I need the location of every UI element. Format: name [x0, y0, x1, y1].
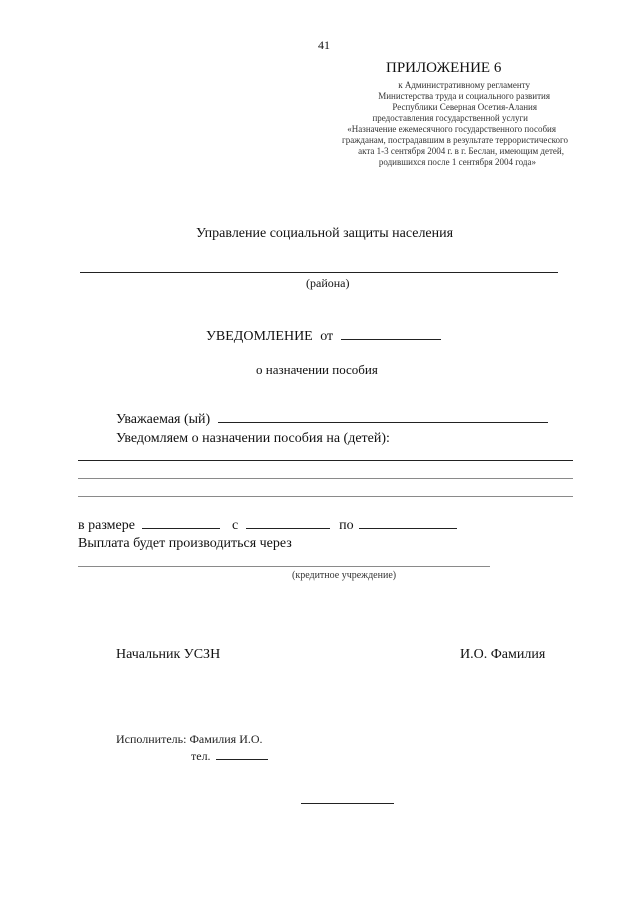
notice-title: УВЕДОМЛЕНИЕ	[206, 329, 313, 344]
appendix-line-2: Министерства труда и социального развития	[378, 91, 550, 101]
appendix-line-6: гражданам, пострадавшим в результате террористического	[342, 135, 568, 145]
recipient-name-blank	[218, 410, 548, 423]
appendix-line-7: акта 1-3 сентября 2004 г. в г. Беслан, имеющим детей,	[358, 146, 564, 156]
credit-caption: (кредитное учреждение)	[292, 570, 397, 581]
phone-row	[191, 748, 268, 764]
salutation-row	[116, 410, 548, 428]
to-date-blank	[359, 516, 457, 529]
children-line-2	[78, 478, 573, 479]
from-date-blank	[246, 516, 330, 529]
phone-label: тел.	[191, 749, 211, 763]
amount-label: в размере	[78, 518, 135, 533]
children-line-3	[78, 496, 573, 497]
appendix-line-8: родившихся после 1 сентября 2004 года»	[378, 157, 536, 167]
district-caption: (района)	[306, 276, 350, 290]
signature-position: Начальник УСЗН	[116, 647, 221, 662]
amount-blank	[142, 516, 220, 529]
signature-name: И.О. Фамилия	[460, 647, 546, 662]
children-line-1	[78, 460, 573, 461]
to-label: по	[339, 518, 354, 533]
page-number: 41	[318, 38, 330, 52]
phone-blank	[216, 748, 268, 760]
notice-date-blank	[341, 327, 441, 340]
bottom-separator	[301, 803, 394, 804]
amount-row	[78, 516, 457, 534]
org-title: Управление социальной защиты населения	[196, 226, 454, 241]
notify-text: Уведомляем о назначении пособия на (детей):	[116, 431, 390, 446]
notice-date-prefix: от	[320, 329, 334, 344]
salutation-label: Уважаемая (ый)	[116, 412, 211, 427]
appendix-line-1: к Административному регламенту	[398, 80, 530, 90]
appendix-line-4: предоставления государственной услуги	[372, 113, 528, 123]
notice-subtitle: о назначении пособия	[256, 362, 378, 377]
notice-title-row	[206, 327, 441, 345]
appendix-line-5: «Назначение ежемесячного государственного пособия	[347, 124, 556, 134]
appendix-title: ПРИЛОЖЕНИЕ 6	[386, 60, 502, 76]
executor-label: Исполнитель: Фамилия И.О.	[116, 732, 263, 746]
appendix-line-3: Республики Северная Осетия-Алания	[392, 102, 537, 112]
payment-text: Выплата будет производиться через	[78, 536, 292, 551]
credit-institution-line	[78, 566, 490, 567]
from-label: с	[231, 518, 239, 533]
district-line	[80, 272, 558, 273]
